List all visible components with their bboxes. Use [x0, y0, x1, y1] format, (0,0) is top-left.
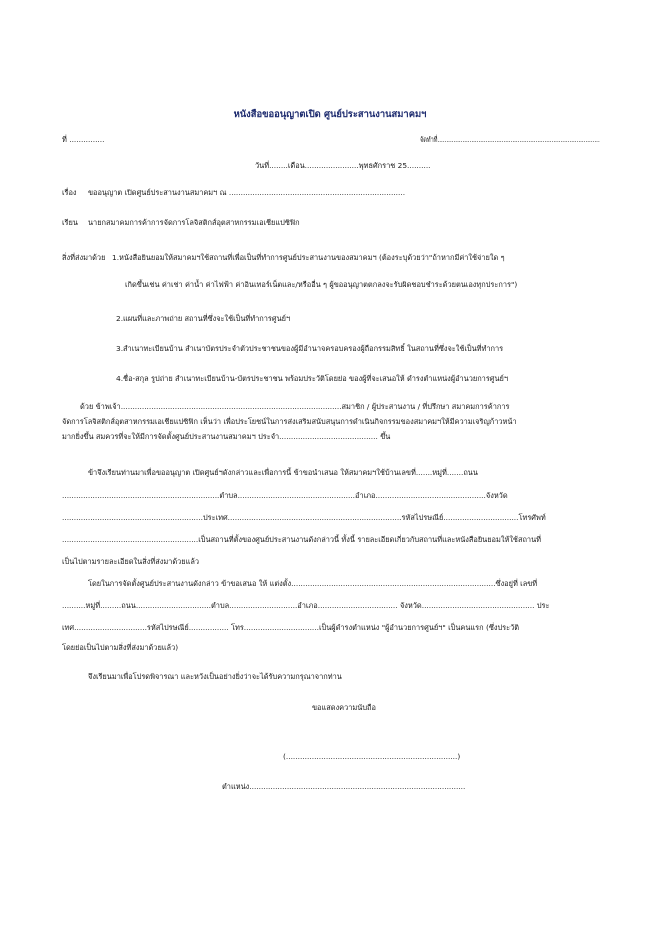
recipient-text: นายกสมาคมการค้าการจัดการโลจิสติกส์อุตสาหกรรมเอเชียแปซิฟิก	[88, 218, 300, 227]
issuing-location-field[interactable]: จัดทำที่...........................................................................................	[420, 135, 600, 144]
body-para1-line3: มากยิ่งขึ้น สมควรที่จะให้มีการจัดตั้งศูนย์ประสานงานสมาคมฯ ประจำ.......................................... ขึ้น	[62, 432, 391, 441]
enclosure-item-3: 3.สำเนาทะเบียนบ้าน สำเนาบัตรประจำตัวประชาชนของผู้มีอำนาจครอบครองผู้ถือกรรมสิทธิ์ ในสถานที่ซึ่งจะใช้เป็นที่ทำการ	[116, 344, 504, 353]
document-number-field[interactable]: ที่ ...............	[62, 135, 105, 144]
body-para1-line2: จัดการโลจิสติกส์อุตสาหกรรมเอเชียแปซิฟิก เห็นว่า เพื่อประโยชน์ในการส่งเสริมสนับสนุนการดำเนินกิจกรรมของสมาคมฯให้มีความเจริญก้าวหน้า	[62, 417, 517, 426]
date-field[interactable]: วันที่........เดือน.......................พุทธศักราช 25..........	[255, 161, 431, 170]
enclosure-item-2: 2.แผนที่และภาพถ่าย สถานที่ซึ่งจะใช้เป็นที่ทำการศูนย์ฯ	[116, 314, 291, 323]
body-para2-line5: เป็นไปตามรายละเอียดในสิ่งที่ส่งมาด้วยแล้ว	[62, 557, 200, 566]
body-para2-line2: ...................................................................ตำบล..................................................อำเภอ...............................................จังหวัด	[62, 491, 508, 500]
signature-regards: ขอแสดงความนับถือ	[312, 703, 376, 712]
enclosure-item-4: 4.ชื่อ-สกุล รูปถ่าย สำเนาทะเบียนบ้าน-บัตรประชาชน พร้อมประวัติโดยย่อ ของผู้ที่จะเสนอให้ ดำรงตำแหน่งผู้อำนวยการศูนย์ฯ	[116, 374, 509, 383]
body-para3-line4: โดยย่อเป็นไปตามสิ่งที่ส่งมาด้วยแล้ว)	[62, 643, 179, 652]
body-para2-line3: ............................................................ประเทศ..........................................................................รหัสไปรษณีย์................................โทรศัพท์	[62, 513, 546, 522]
subject-label: เรื่อง	[62, 188, 77, 197]
recipient-label: เรียน	[62, 218, 78, 227]
signature-name-line[interactable]: (.........................................................................)	[283, 752, 461, 761]
body-para2-line1: ข้าจึงเรียนท่านมาเพื่อขออนุญาต เปิดศูนย์ฯดังกล่าวและเพื่อการนี้ ข้าขอนำเสนอ ให้สมาคมฯใช้บ้านเลขที่.......หมู่ที่.......ถนน	[88, 468, 478, 477]
signature-position-line[interactable]: ตำแหน่ง............................................................................................	[222, 782, 466, 791]
enclosures-label: สิ่งที่ส่งมาด้วย	[62, 253, 106, 262]
body-para3-line3: เทศ...............................รหัสไปรษณีย์................. โทร................................เป็นผู้ดำรงตำแหน่ง "ผู้อำนวยการศูนย์ฯ" เป็นคนแรก (ซึ่งประวัติ	[62, 623, 520, 632]
body-para1-line1: ด้วย ข้าพเจ้า..............................................................................................สมาชิก / ผู้ประสานงาน / ที่ปรึกษา สมาคมการค้าการ	[80, 402, 510, 411]
body-para2-line4: ..........................................................เป็นสถานที่ตั้งของศูนย์ประสานงานดังกล่าวนี้ ทั้งนี้ รายละเอียดเกี่ยวกับสถานที่และหนังสือยินยอมให้ใช้สถานที่	[62, 535, 542, 544]
subject-text: ขออนุญาต เปิดศูนย์ประสานงานสมาคมฯ ณ ...........................................................................	[88, 188, 406, 197]
page-title: หนังสือขออนุญาตเปิด ศูนย์ประสานงานสมาคมฯ	[233, 109, 427, 120]
enclosure-item-1-cont: เกิดขึ้นเช่น ค่าเช่า ค่าน้ำ ค่าไฟฟ้า ค่าอินเทอร์เน็ตและ/หรืออื่น ๆ ผู้ขออนุญาตตกลงจะรับผิดชอบชำระด้วยตนเองทุกประการ")	[125, 280, 518, 289]
closing-text: จึงเรียนมาเพื่อโปรดพิจารณา และหวังเป็นอย่างยิ่งว่าจะได้รับความกรุณาจากท่าน	[88, 672, 342, 681]
body-para3-line1: โดยในการจัดตั้งศูนย์ประสานงานดังกล่าว ข้าขอเสนอ ให้ แต่งตั้ง.......................................................................................ซึ่งอยู่ที่ เลขที่	[88, 579, 538, 588]
body-para3-line2: ..........หมู่ที่.........ถนน................................ตำบล.............................อำเภอ.................................. จังหวัด................................................ ประ	[62, 601, 550, 610]
enclosure-item-1: 1.หนังสือยินยอมให้สมาคมฯใช้สถานที่เพื่อเป็นที่ทำการศูนย์ประสานงานของสมาคมฯ (ต้องระบุด้วยว่า"ถ้าหากมีค่าใช้จ่ายใด ๆ	[112, 253, 505, 262]
